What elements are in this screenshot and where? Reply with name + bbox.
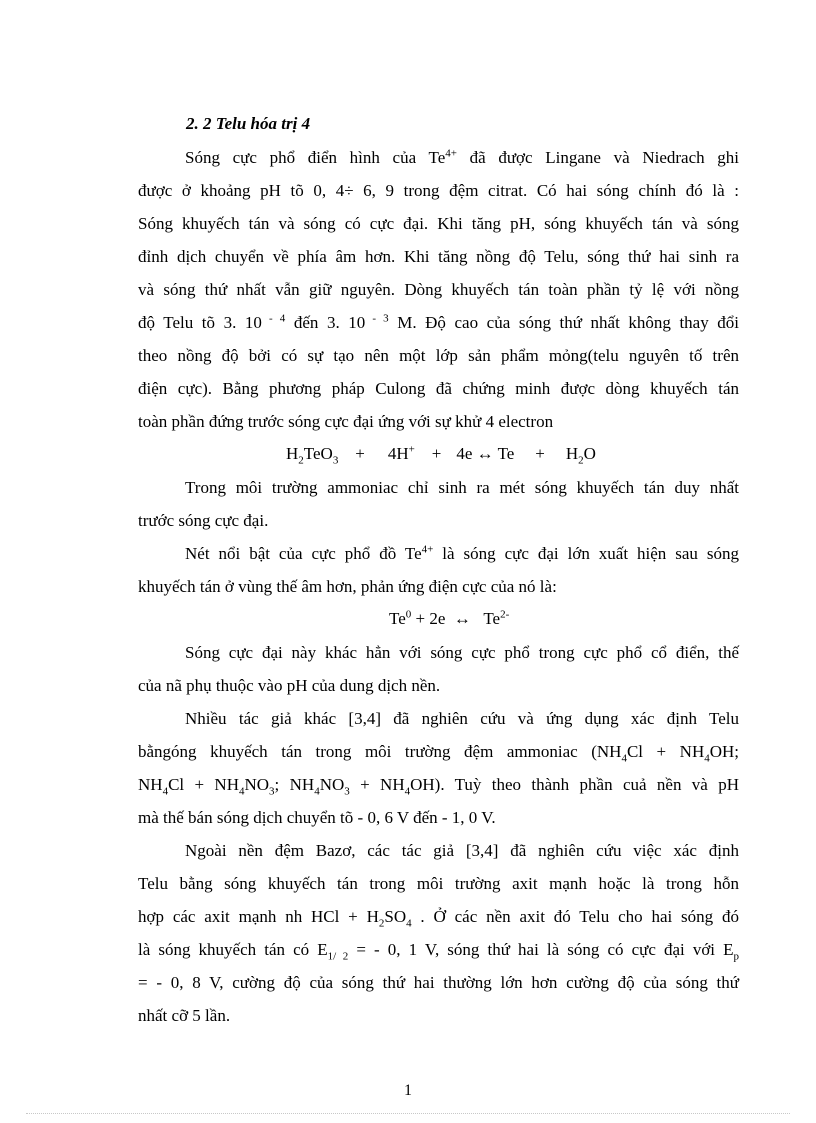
eq-operator: + (431, 444, 442, 463)
paragraph-2-line-2: trước sóng cực đại. (138, 511, 269, 530)
paragraph-6-line-5: = - 0, 8 V, cường độ của sóng thứ hai thường lớn hơn cường độ của sóng thứ (138, 973, 739, 992)
subscript: 4 (314, 785, 320, 798)
paragraph-6-line-3 (138, 907, 739, 930)
subscript: 4 (162, 785, 169, 798)
paragraph-1-line-4: đỉnh dịch chuyển về phía âm hơn. Khi tăng nồng độ Telu, sóng thứ hai sinh ra (138, 247, 739, 266)
paragraph-5-line-2 (138, 742, 739, 765)
superscript: - 4 (261, 312, 286, 325)
subscript: 4 (238, 785, 245, 798)
subscript: 2 (378, 917, 385, 930)
superscript: - 3 (365, 312, 389, 325)
text-segment: là sóng cực đại lớn xuất hiện sau sóng (433, 544, 740, 563)
section-heading: 2. 2 Telu hóa trị 4 (186, 114, 311, 133)
subscript: 2 (298, 454, 304, 467)
subscript: 2 (578, 454, 584, 467)
text-segment: Cl + NH (168, 775, 239, 794)
eq-term: 4H (387, 444, 409, 463)
paragraph-1-line-1 (138, 148, 739, 168)
paragraph-3-line-1 (138, 544, 739, 564)
superscript: + (408, 443, 415, 456)
superscript: 4+ (445, 147, 457, 160)
paragraph-1-line-6 (138, 313, 739, 333)
eq-operator: + (355, 444, 365, 463)
eq-term: Te (497, 444, 515, 463)
text-segment: M. Độ cao của sóng thứ nhất không thay đổi (388, 313, 740, 332)
paragraph-3-line-2: khuyếch tán ở vùng thế âm hơn, phản ứng điện cực của nó là: (138, 577, 557, 596)
text-segment: là sóng khuyếch tán có E (138, 940, 328, 959)
text-segment: = - 0, 1 V, sóng thứ hai là sóng có cực đại với E (348, 940, 734, 959)
paragraph-1-line-7: theo nồng độ bởi có sự tạo nên một lớp sản phẩm mỏng(telu nguyên tố trên (138, 346, 739, 365)
equation-1 (286, 443, 596, 467)
paragraph-1-line-9: toàn phần đứng trước sóng cực đại ứng với sự khử 4 electron (138, 412, 554, 431)
superscript: 0 (405, 608, 412, 621)
text-segment: Cl + NH (626, 742, 705, 761)
eq-term: TeO (303, 444, 333, 463)
paragraph-6-line-1: Ngoài nền đệm Bazơ, các tác giả [3,4] đã nghiên cứu việc xác định (185, 841, 739, 860)
eq-term: O (583, 444, 596, 463)
text-segment: SO (384, 907, 407, 926)
paragraph-1-line-2: được ở khoảng pH tõ 0, 4÷ 6, 9 trong đệm citrat. Có hai sóng chính đó là : (138, 181, 739, 200)
eq-term: 4e (456, 444, 473, 463)
paragraph-4-line-1: Sóng cực đại này khác hẳn với sóng cực phổ trong cực phổ cổ điển, thế (185, 643, 739, 662)
eq-term: Te (389, 609, 406, 628)
double-arrow-icon: ↔ (476, 444, 494, 463)
text-segment: bằngóng khuyếch tán trong môi trường đệm ammoniac (NH (138, 742, 622, 761)
text-segment: NO (244, 775, 270, 794)
text-segment: ; NH (274, 775, 315, 794)
text-segment: hợp các axit mạnh nh HCl + H (138, 907, 379, 926)
text-segment: NO (319, 775, 345, 794)
text-segment: Nét nổi bật của cực phổ đồ Te (185, 544, 422, 563)
paragraph-6-line-4 (138, 940, 739, 963)
eq-term: H (565, 444, 579, 463)
subscript: 3 (269, 785, 275, 798)
text-segment: + NH (349, 775, 405, 794)
subscript: 3 (344, 785, 350, 798)
subscript: 1/ 2 (327, 950, 349, 963)
eq-term: H (286, 444, 299, 463)
paragraph-1-line-8: điện cực). Bằng phương pháp Culong đã chứng minh được dòng khuyếch tán (138, 379, 739, 398)
text-segment: độ Telu tõ 3. 10 (138, 313, 262, 332)
paragraph-4-line-2: của nã phụ thuộc vào pH của dung dịch nền. (138, 676, 441, 695)
text-segment: OH). Tuỳ theo thành phần cuả nền và pH (410, 775, 739, 794)
paragraph-5-line-1: Nhiều tác giả khác [3,4] đã nghiên cứu và ứng dụng xác định Telu (185, 709, 739, 728)
paragraph-6-line-2: Telu bằng sóng khuyếch tán trong môi trường axit mạnh hoặc là trong hỗn (138, 874, 739, 893)
paragraph-5-line-3 (138, 775, 739, 798)
superscript: 2- (500, 608, 510, 621)
paragraph-5-line-4: mà thế bán sóng dịch chuyển tõ - 0, 6 V đến - 1, 0 V. (138, 808, 496, 827)
paragraph-1-line-3: Sóng khuyếch tán và sóng có cực đại. Khi tăng pH, sóng khuyếch tán và sóng (138, 214, 739, 233)
text-segment: Sóng cực phổ điển hình của Te (185, 148, 446, 167)
text-segment: OH; (709, 742, 739, 761)
subscript: 4 (404, 785, 411, 798)
page-bottom-divider (26, 1113, 790, 1114)
subscript: p (733, 950, 739, 963)
eq-term: + 2e ↔ Te (411, 609, 501, 628)
text-segment: đã được Lingane và Niedrach ghi (456, 148, 739, 167)
page-number: 1 (404, 1082, 412, 1099)
paragraph-1-line-5: và sóng thứ nhất vẫn giữ nguyên. Dòng khuyếch tán toàn phần tỷ lệ với nồng (138, 280, 739, 299)
eq-operator: + (535, 444, 545, 463)
paragraph-6-line-6: nhất cỡ 5 lần. (138, 1006, 231, 1025)
superscript: 4+ (421, 543, 434, 556)
subscript: 4 (406, 917, 412, 930)
subscript: 3 (332, 454, 339, 467)
subscript: 4 (704, 752, 710, 765)
text-segment: . Ở các nền axit đó Telu cho hai sóng đó (411, 907, 739, 926)
text-segment: đến 3. 10 (285, 313, 366, 332)
paragraph-2-line-1: Trong môi trường ammoniac chỉ sinh ra mét sóng khuyếch tán duy nhất (185, 478, 739, 497)
equation-2 (389, 609, 509, 629)
subscript: 4 (621, 752, 627, 765)
text-segment: NH (138, 775, 163, 794)
